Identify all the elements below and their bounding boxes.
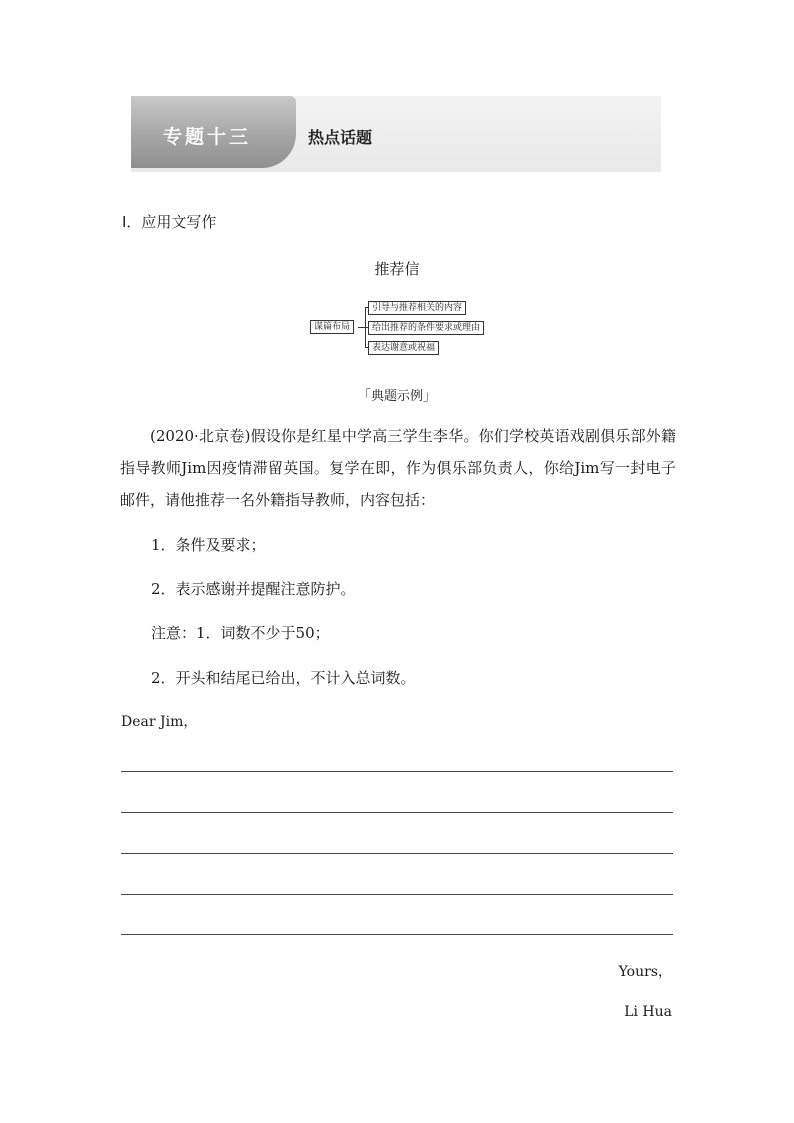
- writing-line: [121, 812, 673, 813]
- topic-title: 热点话题: [308, 128, 373, 147]
- mindmap-root: 谋篇布局: [310, 320, 354, 334]
- writing-line: [121, 934, 673, 935]
- writing-line: [121, 771, 673, 772]
- example-label: 「典题示例」: [357, 389, 436, 404]
- mindmap-branch: 给出推荐的条件要求或理由: [368, 321, 484, 335]
- letter-signature: Li Hua: [624, 1004, 672, 1020]
- writing-line: [121, 894, 673, 895]
- topic-banner: [131, 96, 661, 172]
- letter-type-title: 推荐信: [374, 260, 420, 278]
- requirement-item: 2．表示感谢并提醒注意防护。: [151, 580, 356, 598]
- section-heading: Ⅰ．应用文写作: [122, 213, 217, 231]
- topic-number-tab: [131, 96, 296, 168]
- letter-greeting: Dear Jim，: [121, 714, 198, 730]
- note-item: 2．开头和结尾已给出，不计入总词数。: [151, 669, 416, 687]
- note-item: 注意：1．词数不少于50；: [151, 624, 330, 642]
- prompt-paragraph: (2020·北京卷)假设你是红星中学高三学生李华。你们学校英语戏剧俱乐部外籍指导教师Jim因疫情滞留英国。复学在即，作为俱乐部负责人，你给Jim写一封电子邮件，请他推荐一名外籍指导教师，内容包括：: [120, 427, 676, 509]
- writing-line: [121, 853, 673, 854]
- requirement-item: 1．条件及要求；: [151, 536, 266, 554]
- mindmap-branch: 表达谢意或祝福: [368, 341, 439, 355]
- letter-closing: Yours，: [618, 964, 672, 980]
- topic-number: 专题十三: [163, 126, 252, 148]
- mindmap-branch: 引导与推荐相关的内容: [368, 301, 466, 315]
